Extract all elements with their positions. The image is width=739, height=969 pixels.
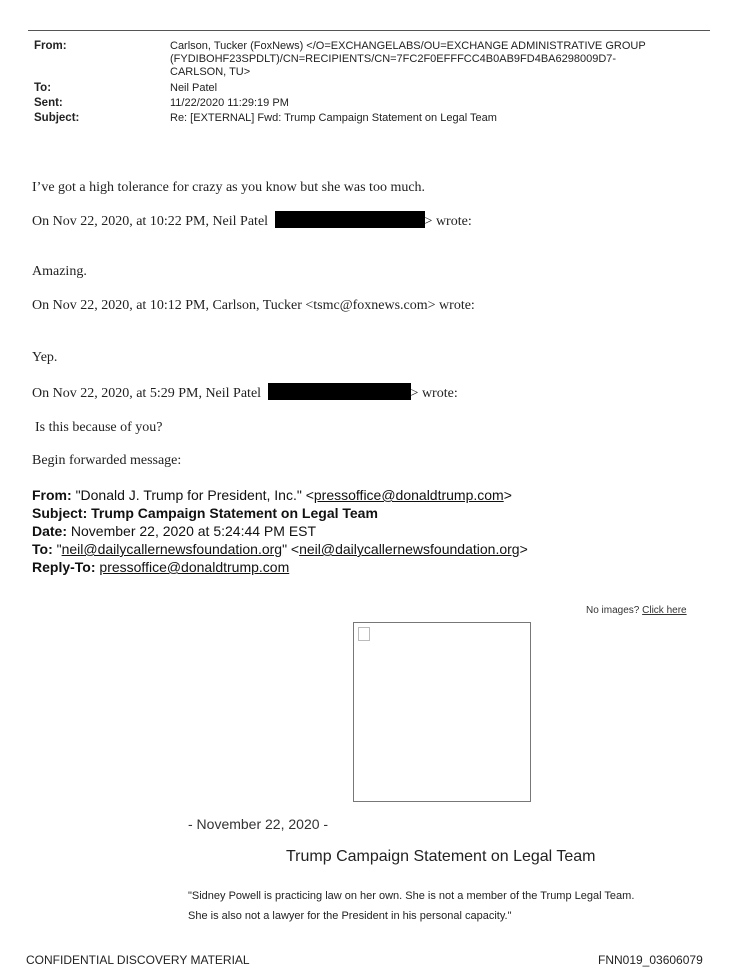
- fwd-from-name: "Donald J. Trump for President, Inc." <: [75, 487, 314, 503]
- fwd-replyto-label: Reply-To:: [32, 559, 96, 575]
- fwd-from-label: From:: [32, 487, 72, 503]
- fwd-from-line: [32, 487, 512, 503]
- from-value-line-3: CARLSON, TU>: [170, 66, 251, 78]
- fwd-to-email-link-b[interactable]: neil@dailycallernewsfoundation.org: [299, 541, 520, 557]
- fwd-subject-label: Subject:: [32, 505, 88, 521]
- subject-label: Subject:: [34, 112, 80, 124]
- attribution-1-suffix: > wrote:: [424, 214, 472, 229]
- fwd-to-end: >: [519, 541, 528, 557]
- fwd-to-label: To:: [32, 541, 53, 557]
- sent-value: 11/22/2020 11:29:19 PM: [170, 97, 289, 109]
- message-tucker-1: I’ve got a high tolerance for crazy as you know but she was too much.: [32, 180, 426, 195]
- image-placeholder: [353, 622, 531, 802]
- attribution-3-suffix: > wrote:: [410, 386, 458, 401]
- statement-quote-line-2: She is also not a lawyer for the President in his personal capacity.": [188, 910, 512, 922]
- click-here-link[interactable]: Click here: [642, 605, 687, 616]
- statement-quote-line-1: "Sidney Powell is practicing law on her own. She is not a member of the Trump Legal Team.: [188, 890, 635, 902]
- fwd-replyto-line: [32, 559, 289, 575]
- fwd-date-value: November 22, 2020 at 5:24:44 PM EST: [70, 523, 317, 539]
- from-value-line-2: (FYDIBOHF23SPDLT)/CN=RECIPIENTS/CN=7FC2F0EFFFCC4B0AB9FD4BA6298009D7-: [170, 53, 617, 65]
- from-label: From:: [34, 40, 67, 52]
- fwd-to-line: [32, 541, 528, 557]
- to-value: Neil Patel: [170, 82, 218, 94]
- from-value-line-1: Carlson, Tucker (FoxNews) </O=EXCHANGELABS/OU=EXCHANGE ADMINISTRATIVE GROUP: [170, 40, 646, 52]
- no-images-notice: [586, 605, 687, 616]
- message-tucker-2: Yep.: [32, 350, 58, 365]
- fwd-date-label: Date:: [32, 523, 68, 539]
- forward-intro: Begin forwarded message:: [32, 453, 182, 468]
- fwd-from-end: >: [503, 487, 512, 503]
- redaction-block: [268, 383, 411, 400]
- reply-attribution-1: [32, 211, 472, 230]
- no-images-text: No images?: [586, 605, 640, 616]
- fwd-to-quote-close: " <: [282, 541, 300, 557]
- statement-title: Trump Campaign Statement on Legal Team: [286, 848, 596, 865]
- footer-bates-number: FNN019_03606079: [598, 953, 703, 967]
- header-rule: [28, 30, 710, 31]
- broken-image-icon: [358, 627, 370, 641]
- fwd-subject-value: Trump Campaign Statement on Legal Team: [91, 505, 378, 521]
- reply-attribution-3: [32, 383, 458, 402]
- to-label: To:: [34, 82, 52, 94]
- message-neil-1: Amazing.: [32, 264, 87, 279]
- reply-attribution-2: On Nov 22, 2020, at 10:12 PM, Carlson, Tucker <tsmc@foxnews.com> wrote:: [32, 298, 475, 313]
- message-neil-2: Is this because of you?: [35, 420, 163, 435]
- attribution-3-text: On Nov 22, 2020, at 5:29 PM, Neil Patel: [32, 386, 262, 401]
- subject-value: Re: [EXTERNAL] Fwd: Trump Campaign Statement on Legal Team: [170, 112, 497, 124]
- fwd-replyto-email-link[interactable]: pressoffice@donaldtrump.com: [99, 559, 290, 575]
- redaction-block: [275, 211, 425, 228]
- footer-confidential: CONFIDENTIAL DISCOVERY MATERIAL: [26, 953, 250, 967]
- fwd-from-email-link[interactable]: pressoffice@donaldtrump.com: [313, 487, 504, 503]
- fwd-subject-line: [32, 505, 378, 521]
- fwd-to-email-link-a[interactable]: neil@dailycallernewsfoundation.org: [61, 541, 283, 557]
- attribution-1-text: On Nov 22, 2020, at 10:22 PM, Neil Patel: [32, 214, 269, 229]
- sent-label: Sent:: [34, 97, 63, 109]
- statement-date: - November 22, 2020 -: [188, 816, 329, 832]
- from-value: [170, 40, 646, 79]
- fwd-to-quote-open: ": [56, 541, 62, 557]
- fwd-date-line: [32, 523, 316, 539]
